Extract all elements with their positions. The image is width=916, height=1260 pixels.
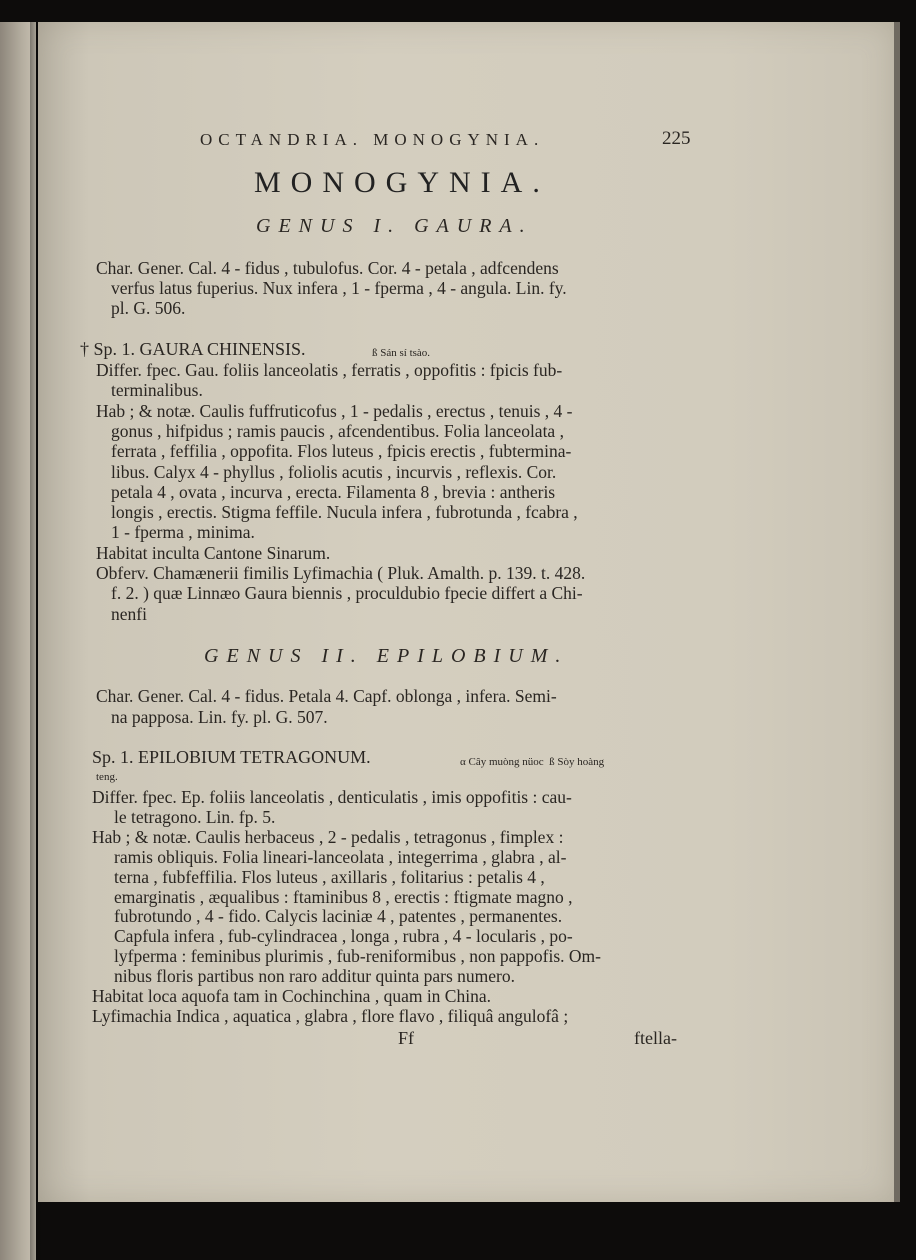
genus-gaura-char-line: verfus latus fuperius. Nux infera , 1 - fperma , 4 - angula. Lin. fy. xyxy=(111,278,567,298)
gaura-description-line: ferrata , feffilia , oppofita. Flos luteus , fpicis erectis , fubtermina- xyxy=(111,441,572,462)
epilobium-description-line: terna , fubfeffilia. Flos luteus , axillaris , folitarius : petalis 4 , xyxy=(114,866,545,887)
epilobium-description-line: nibus floris partibus non raro additur quinta pars numero. xyxy=(114,966,515,987)
epilobium-description-line: emarginatis , æqualibus : ftaminibus 8 , erectis : ftigmate magno , xyxy=(114,886,573,907)
page-number: 225 xyxy=(662,128,691,149)
epilobium-description-line: Capfula infera , fub-cylindracea , longa , rubra , 4 - locularis , po- xyxy=(114,926,573,947)
gaura-description-line: Hab ; & notæ. Caulis fuffruticofus , 1 - pedalis , erectus , tenuis , 4 - xyxy=(96,400,573,421)
species-heading-epilobium: Sp. 1. EPILOBIUM TETRAGONUM. xyxy=(92,747,371,767)
gaura-description-line: Habitat inculta Cantone Sinarum. xyxy=(96,542,331,563)
gaura-description-line: longis , erectis. Stigma feffile. Nucula infera , fubrotunda , fcabra , xyxy=(111,502,578,523)
vernacular-name-cont: teng. xyxy=(96,771,118,783)
gaura-description-line: libus. Calyx 4 - phyllus , foliolis acutis , incurvis , reflexis. Cor. xyxy=(111,461,557,482)
genus-heading-gaura: GENUS I. GAURA. xyxy=(256,215,533,237)
epilobium-char-line: Char. Gener. Cal. 4 - fidus. Petala 4. Capf. oblonga , infera. Semi- xyxy=(96,686,557,706)
section-title: MONOGYNIA. xyxy=(254,166,550,199)
catchword: ftella- xyxy=(634,1028,677,1048)
gaura-description-line: petala 4 , ovata , incurva , erecta. Filamenta 8 , brevia : antheris xyxy=(111,481,556,502)
epilobium-description-line: Lyfimachia Indica , aquatica , glabra , flore flavo , filiquâ angulofâ ; xyxy=(92,1005,569,1026)
epilobium-description-line: Hab ; & notæ. Caulis herbaceus , 2 - pedalis , tetragonus , fimplex : xyxy=(92,826,564,847)
epilobium-description-line: fubrotundo , 4 - fido. Calycis laciniæ 4 , patentes , permanentes. xyxy=(114,906,563,927)
genus-heading-epilobium: GENUS II. EPILOBIUM. xyxy=(204,645,569,667)
genus-gaura-char-line: Char. Gener. Cal. 4 - fidus , tubulofus. Cor. 4 - petala , adfcendens xyxy=(96,258,559,278)
epilobium-description-line: le tetragono. Lin. fp. 5. xyxy=(114,806,276,827)
gaura-description-line: nenfi xyxy=(111,603,147,624)
vernacular-name-epilobium: α Cây muòng nüoc ß Sòy hoàng xyxy=(460,756,605,768)
gaura-description-line: Differ. fpec. Gau. foliis lanceolatis , ferratis , oppofitis : fpicis fub- xyxy=(96,360,563,380)
gaura-description-line: gonus , hifpidus ; ramis paucis , afcendentibus. Folia lanceolata , xyxy=(111,420,564,441)
gaura-description-line: f. 2. ) quæ Linnæo Gaura biennis , proculdubio fpecie differt a Chi- xyxy=(111,583,583,604)
signature-mark: Ff xyxy=(398,1028,415,1048)
gaura-description-line: 1 - fperma , minima. xyxy=(111,522,255,543)
gaura-description-line: terminalibus. xyxy=(111,380,203,401)
page-edge xyxy=(894,22,900,1202)
epilobium-description-line: Habitat loca aquofa tam in Cochinchina , quam in China. xyxy=(92,986,491,1006)
genus-gaura-char-line: pl. G. 506. xyxy=(111,298,186,318)
epilobium-description-line: lyfperma : feminibus plurimis , fub-reniformibus , non pappofis. Om- xyxy=(114,946,602,967)
epilobium-description-line: Differ. fpec. Ep. foliis lanceolatis , denticulatis , imis oppofitis : cau- xyxy=(92,787,572,807)
epilobium-description-line: ramis obliquis. Folia lineari-lanceolata , integerrima , glabra , al- xyxy=(114,846,567,867)
species-heading-gaura-chinensis: † Sp. 1. GAURA CHINENSIS. xyxy=(80,339,306,359)
gaura-description-line: Obferv. Chamænerii fimilis Lyfimachia ( Pluk. Amalth. p. 139. t. 428. xyxy=(96,563,586,583)
vernacular-name: ß Sán sí tsào. xyxy=(372,347,431,359)
running-head: OCTANDRIA. MONOGYNIA. xyxy=(200,130,545,149)
epilobium-char-line: na papposa. Lin. fy. pl. G. 507. xyxy=(111,707,328,727)
